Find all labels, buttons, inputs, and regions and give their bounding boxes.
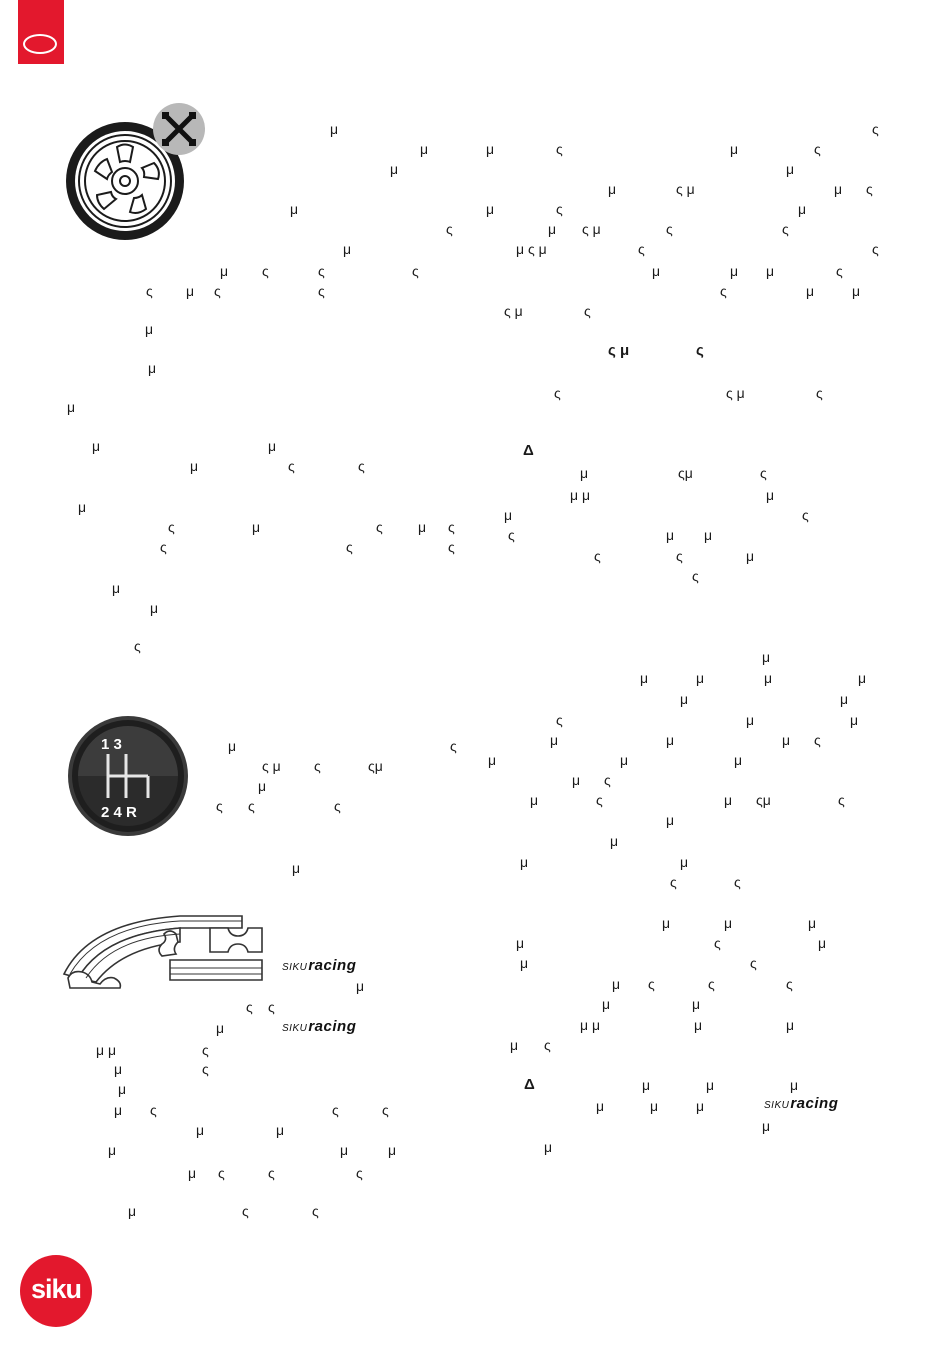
glyph: ς bbox=[268, 999, 275, 1015]
glyph: ς bbox=[246, 999, 253, 1015]
glyph: ς bbox=[814, 141, 821, 157]
siku-racing-logo-3: SIKUracing bbox=[764, 1095, 839, 1112]
glyph: μ bbox=[608, 181, 617, 197]
glyph: ς bbox=[318, 263, 325, 279]
glyph: ς bbox=[584, 303, 591, 319]
glyph: ς bbox=[750, 955, 757, 971]
glyph: ς bbox=[446, 221, 453, 237]
glyph: μ bbox=[188, 1165, 197, 1181]
glyph: μ bbox=[190, 458, 199, 474]
glyph: μ bbox=[330, 121, 339, 137]
glyph: ς bbox=[358, 458, 365, 474]
glyph: ς bbox=[248, 798, 255, 814]
glyph: μ bbox=[580, 465, 589, 481]
glyph: μ bbox=[148, 360, 157, 376]
glyph: μ bbox=[114, 1102, 123, 1118]
glyph: ς bbox=[160, 539, 167, 555]
glyph: μ bbox=[666, 812, 675, 828]
glyph: μ bbox=[724, 792, 733, 808]
glyph: ς bbox=[314, 758, 321, 774]
glyph: ς bbox=[594, 548, 601, 564]
glyph: ς bbox=[814, 732, 821, 748]
glyph: ς μ bbox=[676, 181, 695, 197]
glyph: ς bbox=[556, 141, 563, 157]
glyph: ς bbox=[334, 798, 341, 814]
glyph: μ bbox=[766, 487, 775, 503]
glyph: ς bbox=[312, 1203, 319, 1219]
glyph: ς μ bbox=[262, 758, 281, 774]
glyph: μ bbox=[488, 752, 497, 768]
glyph: μ bbox=[356, 978, 365, 994]
glyph: μ bbox=[746, 712, 755, 728]
glyph: ς bbox=[866, 181, 873, 197]
glyph: μ bbox=[292, 860, 301, 876]
glyph: ς bbox=[782, 221, 789, 237]
glyph: μ bbox=[228, 738, 237, 754]
glyph: μ bbox=[766, 263, 775, 279]
glyph: μ bbox=[762, 1118, 771, 1134]
glyph: ς bbox=[332, 1102, 339, 1118]
glyph: μ bbox=[486, 141, 495, 157]
glyph: ς bbox=[168, 519, 175, 535]
glyph: μ bbox=[610, 833, 619, 849]
glyph: μ bbox=[782, 732, 791, 748]
glyph: ς bbox=[150, 1102, 157, 1118]
siku-racing-logo-1: SIKUracing bbox=[282, 957, 357, 974]
glyph: μ bbox=[666, 527, 675, 543]
glyph: ς bbox=[288, 458, 295, 474]
glyph: μ bbox=[420, 141, 429, 157]
tab-oval-icon bbox=[23, 34, 57, 54]
glyph: ς bbox=[670, 874, 677, 890]
glyph: μ bbox=[704, 527, 713, 543]
glyph: μ bbox=[734, 752, 743, 768]
glyph: μ bbox=[520, 854, 529, 870]
glyph: μ bbox=[596, 1098, 605, 1114]
gear-label-bottom: 2 4 R bbox=[101, 804, 137, 821]
glyph: ς bbox=[202, 1042, 209, 1058]
glyph: μ bbox=[572, 772, 581, 788]
glyph: ς bbox=[216, 798, 223, 814]
glyph: ς bbox=[692, 568, 699, 584]
glyph: μ bbox=[118, 1081, 127, 1097]
glyph: ς bbox=[872, 241, 879, 257]
glyph: ς bbox=[714, 935, 721, 951]
glyph: μ μ bbox=[580, 1017, 601, 1033]
glyph: ς bbox=[838, 792, 845, 808]
glyph: μ bbox=[602, 996, 611, 1012]
glyph: μ bbox=[268, 438, 277, 454]
glyph: ς bbox=[638, 241, 645, 257]
glyph: μ bbox=[652, 263, 661, 279]
glyph: μ bbox=[252, 519, 261, 535]
glyph: μ bbox=[504, 507, 513, 523]
glyph: ςμ bbox=[756, 792, 771, 808]
glyph: ς bbox=[760, 465, 767, 481]
glyph: μ bbox=[486, 201, 495, 217]
glyph: μ bbox=[696, 670, 705, 686]
glyph: ς bbox=[450, 738, 457, 754]
glyph: μ bbox=[544, 1139, 553, 1155]
glyph: μ bbox=[128, 1203, 137, 1219]
glyph: ς bbox=[318, 283, 325, 299]
glyph: ς bbox=[242, 1203, 249, 1219]
glyph: ς bbox=[556, 201, 563, 217]
glyph: μ ς μ bbox=[516, 241, 547, 257]
glyph: μ bbox=[548, 221, 557, 237]
glyph: ς bbox=[146, 283, 153, 299]
glyph: μ bbox=[650, 1098, 659, 1114]
glyph: ς bbox=[382, 1102, 389, 1118]
glyph: ς bbox=[786, 976, 793, 992]
glyph: ςμ bbox=[678, 465, 693, 481]
glyph: ς bbox=[218, 1165, 225, 1181]
glyph: ς μ bbox=[582, 221, 601, 237]
glyph-heading: ς μ bbox=[608, 342, 630, 359]
glyph: μ bbox=[216, 1020, 225, 1036]
glyph: μ bbox=[290, 201, 299, 217]
glyph: μ bbox=[818, 935, 827, 951]
glyph: μ bbox=[186, 283, 195, 299]
glyph: μ μ bbox=[570, 487, 591, 503]
glyph: μ bbox=[764, 670, 773, 686]
glyph: μ bbox=[516, 935, 525, 951]
glyph: ς bbox=[134, 638, 141, 654]
glyph: ς bbox=[202, 1061, 209, 1077]
gear-label-top: 1 3 bbox=[101, 736, 122, 753]
glyph: ς bbox=[376, 519, 383, 535]
glyph: ς bbox=[508, 527, 515, 543]
glyph: μ bbox=[640, 670, 649, 686]
glyph-delta: Δ bbox=[524, 1076, 535, 1093]
glyph: ς bbox=[802, 507, 809, 523]
glyph: ς bbox=[596, 792, 603, 808]
glyph: μ bbox=[786, 1017, 795, 1033]
glyph: μ bbox=[858, 670, 867, 686]
glyph: ς μ bbox=[726, 385, 745, 401]
glyph: ς bbox=[356, 1165, 363, 1181]
glyph: μ bbox=[730, 141, 739, 157]
glyph: ς bbox=[604, 772, 611, 788]
glyph: μ bbox=[746, 548, 755, 564]
glyph: μ bbox=[510, 1037, 519, 1053]
glyph: ς bbox=[556, 712, 563, 728]
glyph: ς bbox=[262, 263, 269, 279]
glyph: ς μ bbox=[504, 303, 523, 319]
glyph: ς bbox=[554, 385, 561, 401]
glyph: μ bbox=[790, 1077, 799, 1093]
glyph: ς bbox=[836, 263, 843, 279]
glyph: ς bbox=[448, 519, 455, 535]
glyph: μ bbox=[786, 161, 795, 177]
glyph: ς bbox=[708, 976, 715, 992]
glyph-delta: Δ bbox=[523, 442, 534, 459]
glyph: ς bbox=[816, 385, 823, 401]
glyph: μ bbox=[530, 792, 539, 808]
glyph: μ bbox=[724, 915, 733, 931]
wheel-wrench-icon bbox=[62, 100, 208, 242]
glyph: μ bbox=[730, 263, 739, 279]
glyph: μ bbox=[808, 915, 817, 931]
glyph: μ bbox=[108, 1142, 117, 1158]
glyph: μ bbox=[642, 1077, 651, 1093]
siku-racing-logo-2: SIKUracing bbox=[282, 1018, 357, 1035]
glyph: μ bbox=[666, 732, 675, 748]
glyph: μ bbox=[550, 732, 559, 748]
track-pieces-icon bbox=[60, 912, 270, 992]
glyph: μ bbox=[92, 438, 101, 454]
glyph: μ bbox=[680, 854, 689, 870]
glyph: μ bbox=[114, 1061, 123, 1077]
siku-brand-badge: siku bbox=[20, 1255, 92, 1327]
glyph: μ bbox=[620, 752, 629, 768]
glyph: ς bbox=[720, 283, 727, 299]
glyph: μ bbox=[78, 499, 87, 515]
glyph: ς bbox=[676, 548, 683, 564]
page-tab-marker bbox=[18, 0, 64, 64]
glyph: μ bbox=[67, 399, 76, 415]
glyph: μ bbox=[220, 263, 229, 279]
glyph: μ bbox=[806, 283, 815, 299]
glyph: μ bbox=[390, 161, 399, 177]
glyph: ςμ bbox=[368, 758, 383, 774]
glyph: μ bbox=[692, 996, 701, 1012]
glyph: ς bbox=[346, 539, 353, 555]
glyph: μ bbox=[762, 649, 771, 665]
glyph: μ bbox=[150, 600, 159, 616]
glyph: ς bbox=[872, 121, 879, 137]
glyph-heading: ς bbox=[696, 342, 704, 359]
glyph: μ bbox=[706, 1077, 715, 1093]
glyph: μ bbox=[612, 976, 621, 992]
glyph: μ bbox=[276, 1122, 285, 1138]
gearshift-knob-icon bbox=[66, 714, 190, 838]
glyph: μ bbox=[196, 1122, 205, 1138]
glyph: ς bbox=[268, 1165, 275, 1181]
glyph: μ bbox=[343, 241, 352, 257]
glyph: μ bbox=[850, 712, 859, 728]
glyph: μ bbox=[520, 955, 529, 971]
glyph: ς bbox=[448, 539, 455, 555]
glyph: ς bbox=[412, 263, 419, 279]
glyph: μ bbox=[388, 1142, 397, 1158]
glyph: μ bbox=[112, 580, 121, 596]
glyph: μ μ bbox=[96, 1042, 117, 1058]
glyph: ς bbox=[666, 221, 673, 237]
glyph: μ bbox=[145, 321, 154, 337]
glyph: μ bbox=[834, 181, 843, 197]
glyph: μ bbox=[662, 915, 671, 931]
glyph: ς bbox=[214, 283, 221, 299]
glyph: μ bbox=[340, 1142, 349, 1158]
glyph: ς bbox=[648, 976, 655, 992]
glyph: μ bbox=[852, 283, 861, 299]
glyph: μ bbox=[258, 778, 267, 794]
glyph: μ bbox=[840, 691, 849, 707]
glyph: μ bbox=[798, 201, 807, 217]
glyph: ς bbox=[544, 1037, 551, 1053]
glyph: μ bbox=[694, 1017, 703, 1033]
glyph: ς bbox=[734, 874, 741, 890]
glyph: μ bbox=[680, 691, 689, 707]
glyph: μ bbox=[696, 1098, 705, 1114]
glyph: μ bbox=[418, 519, 427, 535]
